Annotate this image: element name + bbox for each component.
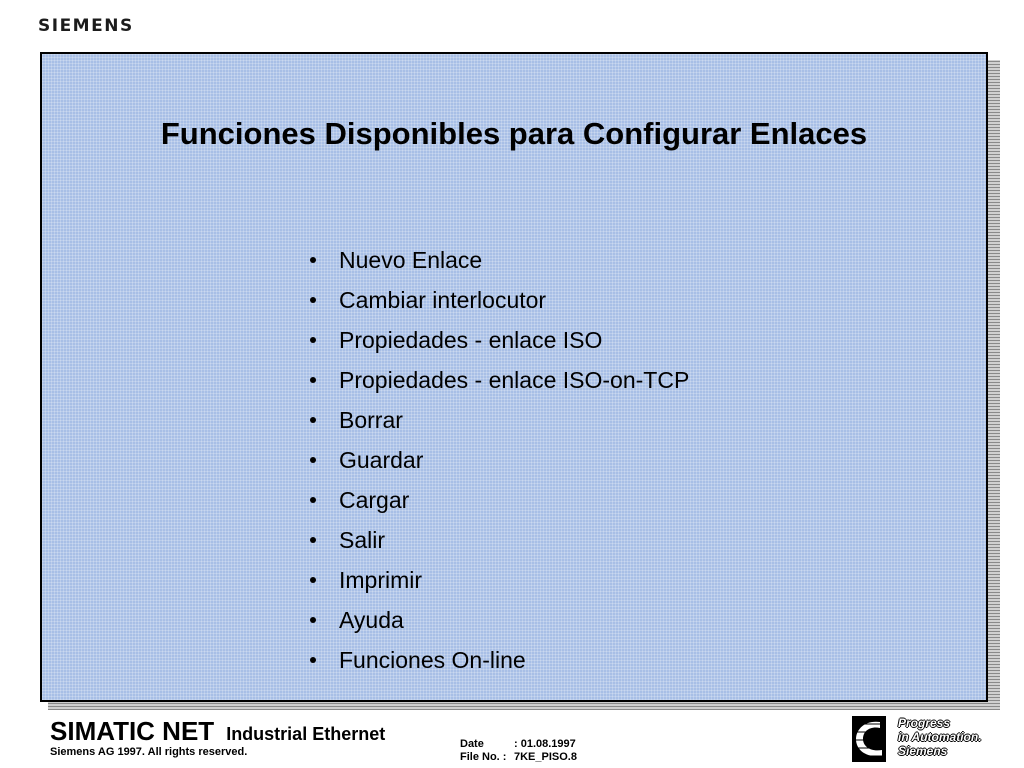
bullet-icon xyxy=(310,337,316,343)
tagline-line: Siemens xyxy=(898,744,948,758)
list-item xyxy=(310,640,689,680)
bullet-icon xyxy=(310,657,316,663)
list-item xyxy=(310,400,689,440)
list-item xyxy=(310,360,689,400)
bullet-icon xyxy=(310,417,316,423)
tagline-line: Progress xyxy=(898,716,951,730)
tagline xyxy=(898,716,982,758)
list-item-label: Nuevo Enlace xyxy=(339,247,483,273)
list-item-label: Cambiar interlocutor xyxy=(339,287,547,313)
bullet-icon xyxy=(310,537,316,543)
bullet-icon xyxy=(310,297,316,303)
date-value: : 01.08.1997 xyxy=(514,738,576,750)
file-label: File No. : xyxy=(460,751,507,763)
function-list xyxy=(310,240,689,680)
slide-title: Funciones Disponibles para Configurar Enlaces xyxy=(160,116,868,151)
list-item-label: Funciones On-line xyxy=(339,647,526,673)
bullet-icon xyxy=(310,497,316,503)
list-item xyxy=(310,480,689,520)
list-item xyxy=(310,600,689,640)
bullet-icon xyxy=(310,457,316,463)
list-item xyxy=(310,320,689,360)
list-item xyxy=(310,560,689,600)
list-item-label: Salir xyxy=(339,527,386,553)
product-subtitle: Industrial Ethernet xyxy=(226,724,386,744)
copyright-text: Siemens AG 1997. All rights reserved. xyxy=(50,746,248,758)
product-heading xyxy=(50,716,385,747)
list-item-label: Guardar xyxy=(339,447,424,473)
bullet-icon xyxy=(310,257,316,263)
list-item-label: Cargar xyxy=(339,487,410,513)
list-item-label: Propiedades - enlace ISO-on-TCP xyxy=(339,367,690,393)
document-meta xyxy=(460,738,577,764)
list-item-label: Propiedades - enlace ISO xyxy=(339,327,603,353)
progress-logo-icon xyxy=(852,716,886,762)
list-item xyxy=(310,280,689,320)
tagline-line: in Automation. xyxy=(898,730,982,744)
list-item xyxy=(310,240,689,280)
siemens-logo: SIEMENS xyxy=(38,16,134,36)
list-item xyxy=(310,440,689,480)
list-item-label: Borrar xyxy=(339,407,403,433)
file-value: 7KE_PISO.8 xyxy=(514,751,577,763)
slide-panel xyxy=(40,52,988,702)
bullet-icon xyxy=(310,577,316,583)
list-item-label: Imprimir xyxy=(339,567,423,593)
product-name: SIMATIC NET xyxy=(50,716,215,746)
list-item xyxy=(310,520,689,560)
list-item-label: Ayuda xyxy=(339,607,404,633)
date-label: Date xyxy=(460,738,484,750)
bullet-icon xyxy=(310,377,316,383)
bullet-icon xyxy=(310,617,316,623)
